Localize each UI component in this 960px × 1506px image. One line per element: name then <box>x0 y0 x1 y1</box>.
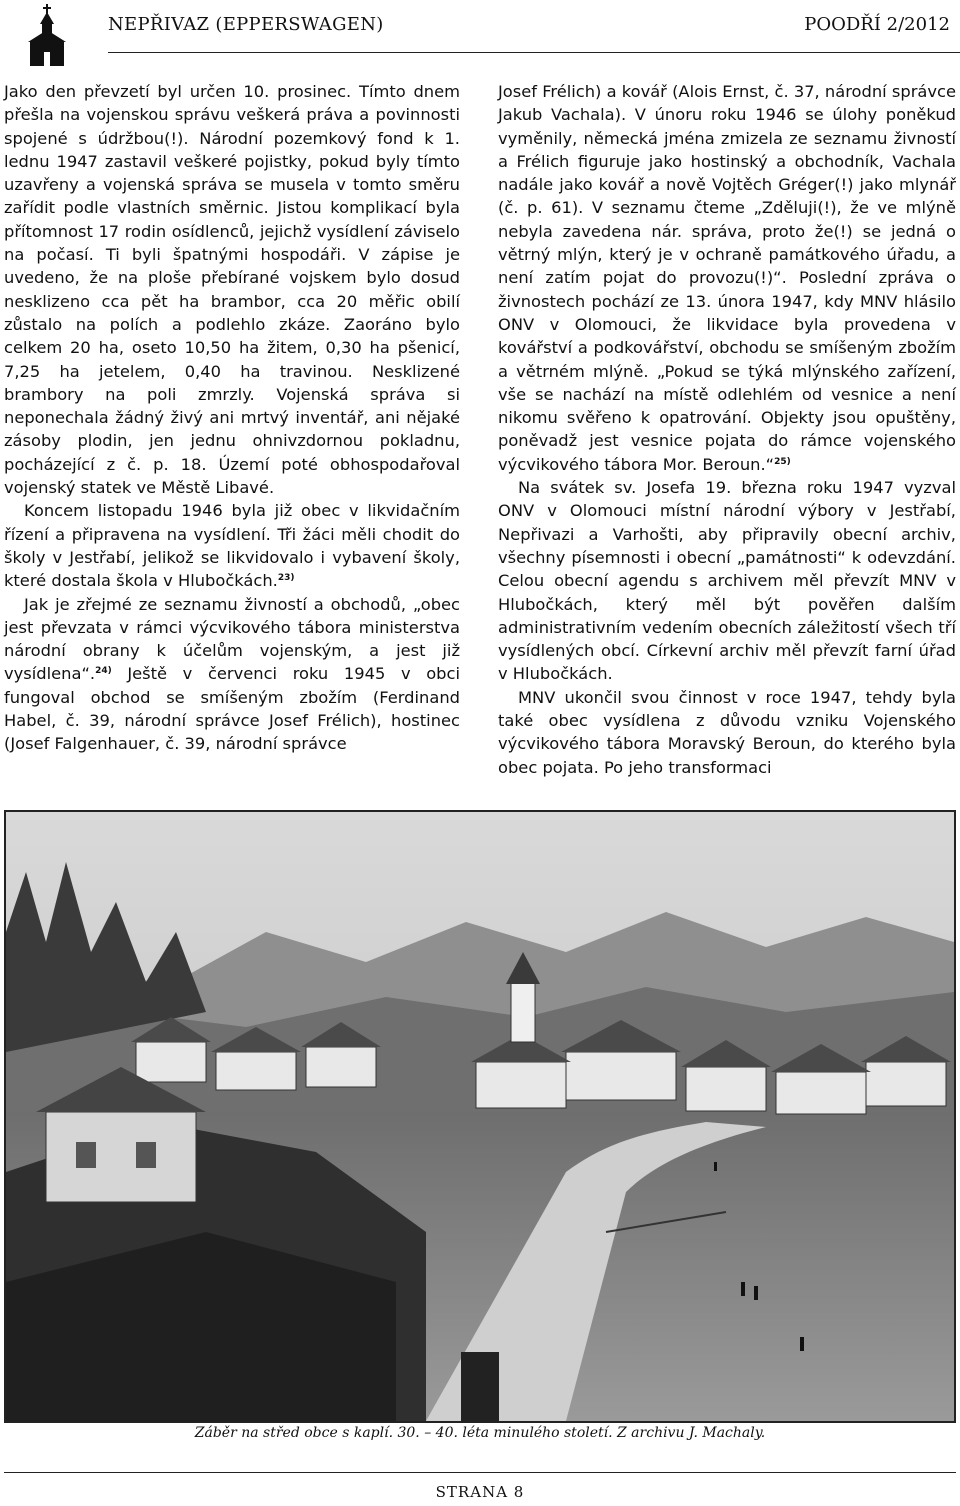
right-paragraph-2: Na svátek sv. Josefa 19. března roku 1947 vyzval ONV v Olomouci místní národní výbory v Jestřabí, Nepřivazi a Varhošti, aby připravily obecní archiv, všechny písemnosti i obecní „památnosti“ k odevzdání. Celou obecní agendu s archivem měl převzít MNV v Hlubočkách, který měl být pověřen dalším administrativním vedením obecních záležitostí všech tří vysídlených obcí. Církevní archiv měl převzít farní úřad v Hlubočkách. <box>498 478 956 684</box>
left-paragraph-3-text: Ještě v červenci roku 1945 v obci fungoval obchod se smíšeným zbožím (Ferdinand Habel, č. 39, národní správce Josef Frélich), hostinec (Josef Falgenhauer, č. 39, národní správce <box>4 664 460 754</box>
right-paragraph-3: MNV ukončil svou činnost v roce 1947, tehdy byla také obec vysídlena z důvodu vzniku Vojenského výcvikového tábora Moravský Beroun, do kterého byla obec pojata. Po jeho transformaci <box>498 687 956 777</box>
left-paragraph-2-text: Koncem listopadu 1946 byla již obec v likvidačním řízení a připravena na vysídlení. Tři žáci měli chodit do školy v Jestřabí, jelikož se likvidovalo i vybavení školy, které dostala škola v Hlubočkách. <box>4 501 460 591</box>
village-photo <box>4 810 956 1423</box>
right-paragraph-1-text: Josef Frélich) a kovář (Alois Ernst, č. 37, národní správce Jakub Vachala). V únoru roku 1946 se úlohy poněkud vyměnily, německá jména zmizela ze seznamu živností a Frélich figuruje jako hostinský a obchodník, Vachala nadále jako kovář a nově Vojtěch Gréger(!) jako mlynář (č. p. 61). V seznamu čteme „Zděluji(!), že ve mlýně nebyla zavedena nár. správa, proto že(!) se jedná o větrný mlýn, který je v ochraně památkového úřadu, a není zatím pojat do provozu(!)“. Poslední zpráva o živnostech pochází ze 13. února 1947, kdy MNV hlásilo ONV v Olomouci, že likvidace byla provedena v kovářství a podkovářství, obchodu se smíšeným zbožím a větrném mlýně. „Pokud se týká mlýnského zařízení, vše se nachází na místě odlehlém od vesnice a není nikomu svěřeno k opatrování. Objekty jsou opuštěny, poněvadž jest vesnice pojata do rámce vojenského výcvikového tábora Mor. Beroun.“ <box>498 82 956 474</box>
footnote-ref-24: 24) <box>95 666 112 677</box>
right-paragraph-1 <box>498 80 956 476</box>
left-paragraph-1: Jako den převzetí byl určen 10. prosinec. Tímto dnem přešla na vojenskou správu veškerá práva a povinnosti spojené s údržbou(!). Národní pozemkový fond k 1. lednu 1947 zastavil veškeré pojistky, pokud byly tímto uzavřeny a vojenská správa se musela v tomto směru zařídit podle vlastních směrnic. Jistou komplikací byla přítomnost 17 rodin osídlenců, jejichž vysídlení záviselo na počasí. Ti byli špatnými hospodáři. V zápise je uvedeno, že na ploše přebírané vojskem bylo dosud nesklizeno cca pět ha brambor, cca 20 měřic obilí zůstalo na polích a podlehlo zkáze. Zaoráno bylo celkem 20 ha, oseto 10,50 ha žitem, 0,30 ha pšenicí, 7,25 ha jetelem, 0,40 ha travinou. Nesklizené brambory na poli zmrzly. Vojenská správa si neponechala žádný živý ani mrtvý inventář, ani nějaké zásoby plodin, jen jednu ohnivzdornou pokladnu, pocházející z č. p. 18. Území poté obhospodařoval vojenský statek ve Městě Libavé. <box>4 82 460 498</box>
left-paragraph-2 <box>4 499 460 592</box>
footnote-ref-23: 23) <box>277 573 295 584</box>
section-title: NEPŘIVAZ (EPPERSWAGEN) <box>108 14 384 35</box>
footnote-ref-25: 25) <box>774 456 791 467</box>
left-paragraph-3-quote: Jak je zřejmé ze seznamu živností a obchodů, „obec jest převzata v rámci výcvikového tábora ministerstva národní obrany k účelům vojenským, a jest již vysídlena“. <box>4 594 460 684</box>
issue-title: POODŘÍ 2/2012 <box>804 14 950 35</box>
left-paragraph-3 <box>4 593 460 756</box>
page-number: STRANA 8 <box>435 1483 525 1501</box>
village-photo-illustration <box>6 812 954 1421</box>
right-text-column <box>498 80 956 779</box>
footer-divider <box>4 1472 956 1473</box>
left-text-column <box>4 80 460 756</box>
church-icon <box>22 4 74 66</box>
page-header <box>0 0 960 64</box>
photo-caption: Záběr na střed obce s kaplí. 30. – 40. léta minulého století. Z archivu J. Machaly. <box>194 1425 766 1441</box>
header-divider <box>108 52 960 53</box>
